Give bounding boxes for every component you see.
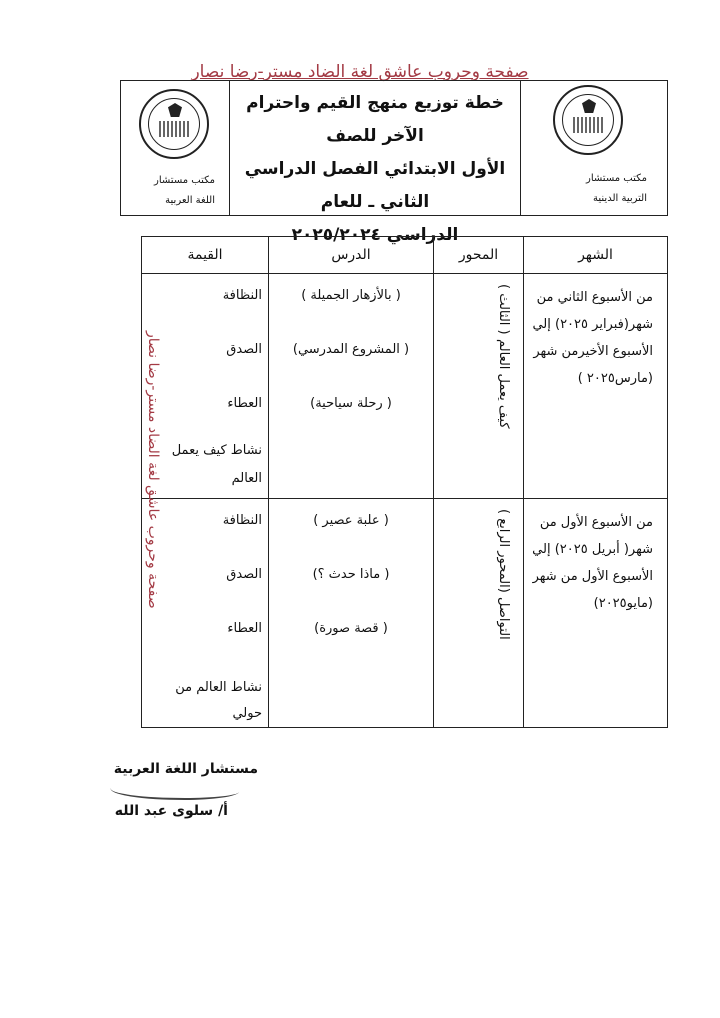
axis-number: ( الثالث ) [496, 284, 511, 335]
month-cell [524, 274, 668, 499]
value-item: الصدق [226, 567, 262, 582]
lesson-cell [269, 274, 434, 499]
title-line: الأول الابتدائي الفصل الدراسي الثاني ـ للعام [244, 159, 506, 212]
month-line: من الأسبوع الأول من [539, 515, 653, 530]
document-header [120, 80, 668, 245]
table-row [142, 274, 668, 499]
header-right-office [520, 81, 667, 215]
header-value: القيمة [142, 237, 269, 274]
title-line: خطة توزيع منهج القيم واحترام الآخر للصف [246, 93, 504, 146]
handwritten-signature-icon [106, 780, 243, 800]
axis-cell [434, 499, 524, 728]
month-cell [524, 499, 668, 728]
month-line: الأسبوع الأول من شهر [532, 569, 653, 584]
month-line: شهر( أبريل ٢٠٢٥) إلي [532, 542, 653, 557]
curriculum-plan-table [141, 236, 668, 728]
office-label-arabic [154, 171, 215, 211]
activity-item: نشاط العالم من حولي [175, 680, 262, 721]
lesson-item: ( المشروع المدرسي) [292, 342, 410, 357]
title-line: الدراسي ٢٠٢٥/٢٠٢٤ [291, 225, 459, 245]
axis-cell [434, 274, 524, 499]
month-line: من الأسبوع الثاني من [536, 290, 653, 305]
activity-item: نشاط كيف يعمل [171, 443, 262, 458]
axis-name: التواصل [496, 596, 511, 640]
lesson-item: ( ماذا حدث ؟) [312, 567, 390, 582]
header-title [230, 81, 520, 245]
table-header-row [142, 237, 668, 274]
value-item: العطاء [227, 396, 262, 411]
watermark-top: صفحة وحروب عاشق لغة الضاد مستر-رضا نصار [191, 62, 529, 82]
table-row [142, 499, 668, 728]
lesson-item: ( رحلة سياحية) [310, 396, 392, 411]
ministry-seal-icon [139, 89, 209, 159]
office-line: التربية الدينية [593, 193, 647, 204]
office-line: مكتب مستشار [154, 175, 215, 186]
office-line: مكتب مستشار [586, 173, 647, 184]
office-label-religious [586, 169, 647, 209]
ministry-seal-icon [553, 85, 623, 155]
header-left-office [121, 81, 230, 215]
month-line: شهر(فبراير ٢٠٢٥) إلي [532, 317, 653, 332]
activity-item: العالم [231, 471, 262, 486]
office-line: اللغة العربية [165, 195, 215, 206]
lesson-item: ( علبة عصير ) [313, 513, 389, 528]
axis-number: (المحور الرابع ) [496, 509, 511, 593]
header-month: الشهر [524, 237, 668, 274]
month-line: (مارس٢٠٢٥ ) [577, 371, 653, 386]
value-item: الصدق [226, 342, 262, 357]
signature-name: أ/ سلوى عبد الله [114, 803, 228, 819]
value-item: النظافة [222, 288, 262, 303]
signature-block [98, 758, 258, 822]
header-lesson: الدرس [269, 237, 434, 274]
lesson-item: ( بالأزهار الجميلة ) [301, 288, 401, 303]
month-line: الأسبوع الأخيرمن شهر [533, 344, 653, 359]
lesson-item: ( قصة صورة) [314, 621, 388, 636]
lesson-cell [269, 499, 434, 728]
value-item: العطاء [227, 621, 262, 636]
value-item: النظافة [222, 513, 262, 528]
watermark-side: صفحة وحروب عاشق لغة الضاد مستر-رضا نصار [145, 331, 161, 609]
axis-name: كيف يعمل العالم [496, 338, 511, 429]
month-line: (مايو٢٠٢٥) [593, 596, 653, 611]
signature-title: مستشار اللغة العربية [113, 761, 258, 777]
header-axis: المحور [434, 237, 524, 274]
